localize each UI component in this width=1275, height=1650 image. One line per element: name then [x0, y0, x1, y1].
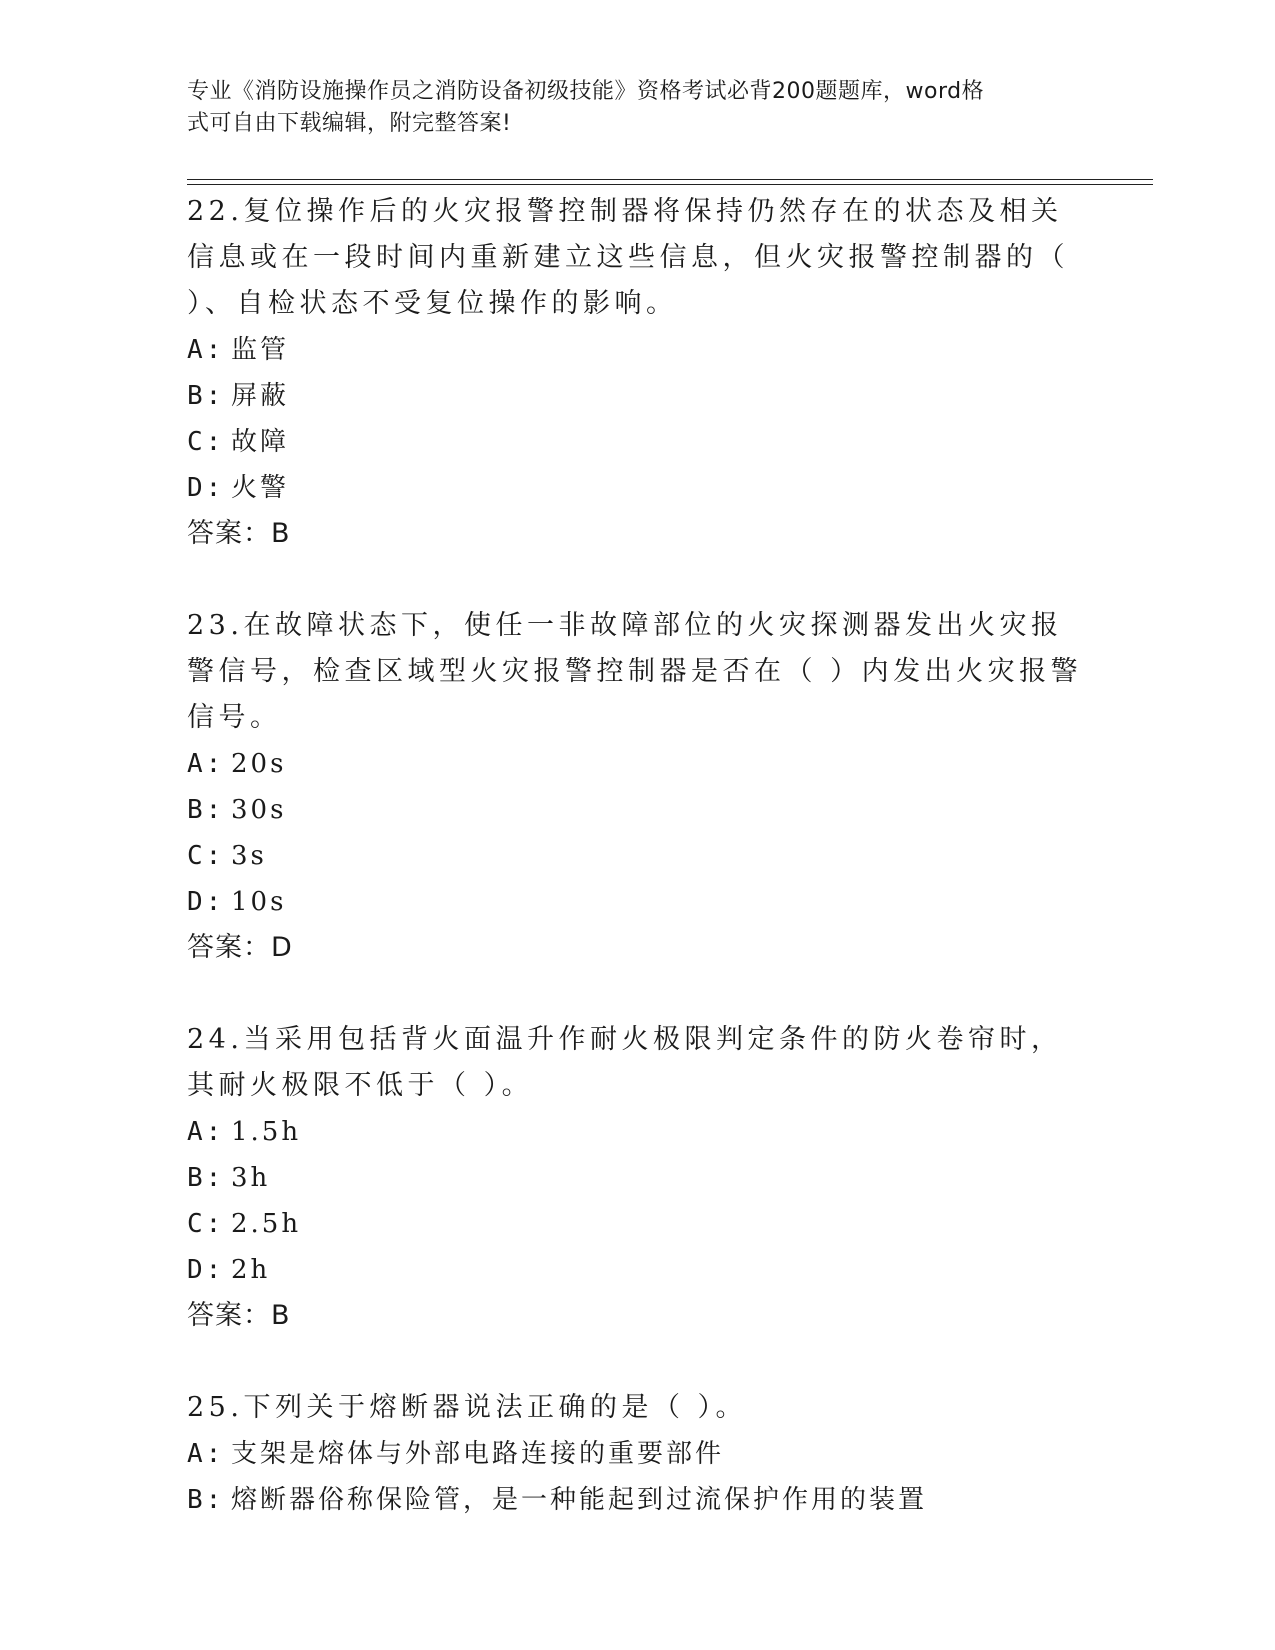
option-text: 3h	[231, 1163, 271, 1193]
option-text: 20s	[231, 749, 287, 779]
option-c	[187, 419, 1087, 465]
question-24	[187, 1017, 1087, 1339]
option-d	[187, 1247, 1087, 1293]
header-divider-bottom	[187, 184, 1153, 185]
option-d	[187, 465, 1087, 511]
question-23	[187, 603, 1087, 971]
option-a	[187, 741, 1087, 787]
option-label: C:	[187, 841, 225, 871]
option-label: D:	[187, 473, 225, 503]
question-text: 23.在故障状态下，使任一非故障部位的火灾探测器发出火灾报警信号，检查区域型火灾报警控制器是否在（ ）内发出火灾报警信号。	[187, 610, 1083, 733]
answer: 答案：D	[187, 932, 293, 963]
option-label: D:	[187, 1255, 225, 1285]
option-label: A:	[187, 1439, 225, 1469]
option-label: B:	[187, 795, 225, 825]
question-text: 24.当采用包括背火面温升作耐火极限判定条件的防火卷帘时，其耐火极限不低于（ ）。	[187, 1024, 1063, 1101]
answer: 答案：B	[187, 1300, 291, 1331]
option-label: B:	[187, 381, 225, 411]
option-a	[187, 327, 1087, 373]
header-divider-top	[187, 179, 1153, 180]
option-text: 故障	[231, 427, 290, 457]
option-label: C:	[187, 427, 225, 457]
header-line-1: 专业《消防设施操作员之消防设备初级技能》资格考试必背200题题库，word格	[187, 79, 985, 104]
option-text: 3s	[231, 841, 267, 871]
option-text: 熔断器俗称保险管，是一种能起到过流保护作用的装置	[231, 1485, 928, 1515]
option-text: 屏蔽	[231, 381, 290, 411]
option-c	[187, 833, 1087, 879]
document-header	[187, 76, 1067, 140]
question-list	[187, 189, 1087, 1523]
question-text: 22.复位操作后的火灾报警控制器将保持仍然存在的状态及相关信息或在一段时间内重新建立这些信息，但火灾报警控制器的（ ）、自检状态不受复位操作的影响。	[187, 196, 1069, 319]
question-25	[187, 1385, 1087, 1523]
spacer	[187, 971, 1087, 1017]
option-text: 监管	[231, 335, 290, 365]
option-b	[187, 373, 1087, 419]
question-text: 25.下列关于熔断器说法正确的是（ ）。	[187, 1392, 748, 1423]
option-b	[187, 1477, 1087, 1523]
option-label: A:	[187, 1117, 225, 1147]
answer: 答案：B	[187, 518, 291, 549]
option-a	[187, 1431, 1087, 1477]
spacer	[187, 1339, 1087, 1385]
option-text: 火警	[231, 473, 290, 503]
option-text: 2.5h	[231, 1209, 302, 1239]
option-c	[187, 1201, 1087, 1247]
option-d	[187, 879, 1087, 925]
option-label: B:	[187, 1163, 225, 1193]
option-label: D:	[187, 887, 225, 917]
header-line-2: 式可自由下载编辑，附完整答案!	[187, 111, 512, 136]
option-label: B:	[187, 1485, 225, 1515]
spacer	[187, 557, 1087, 603]
option-text: 2h	[231, 1255, 271, 1285]
option-label: A:	[187, 335, 225, 365]
option-label: A:	[187, 749, 225, 779]
option-label: C:	[187, 1209, 225, 1239]
option-b	[187, 787, 1087, 833]
option-text: 10s	[231, 887, 287, 917]
option-b	[187, 1155, 1087, 1201]
option-a	[187, 1109, 1087, 1155]
option-text: 支架是熔体与外部电路连接的重要部件	[231, 1439, 725, 1469]
option-text: 1.5h	[231, 1117, 302, 1147]
option-text: 30s	[231, 795, 287, 825]
question-22	[187, 189, 1087, 557]
